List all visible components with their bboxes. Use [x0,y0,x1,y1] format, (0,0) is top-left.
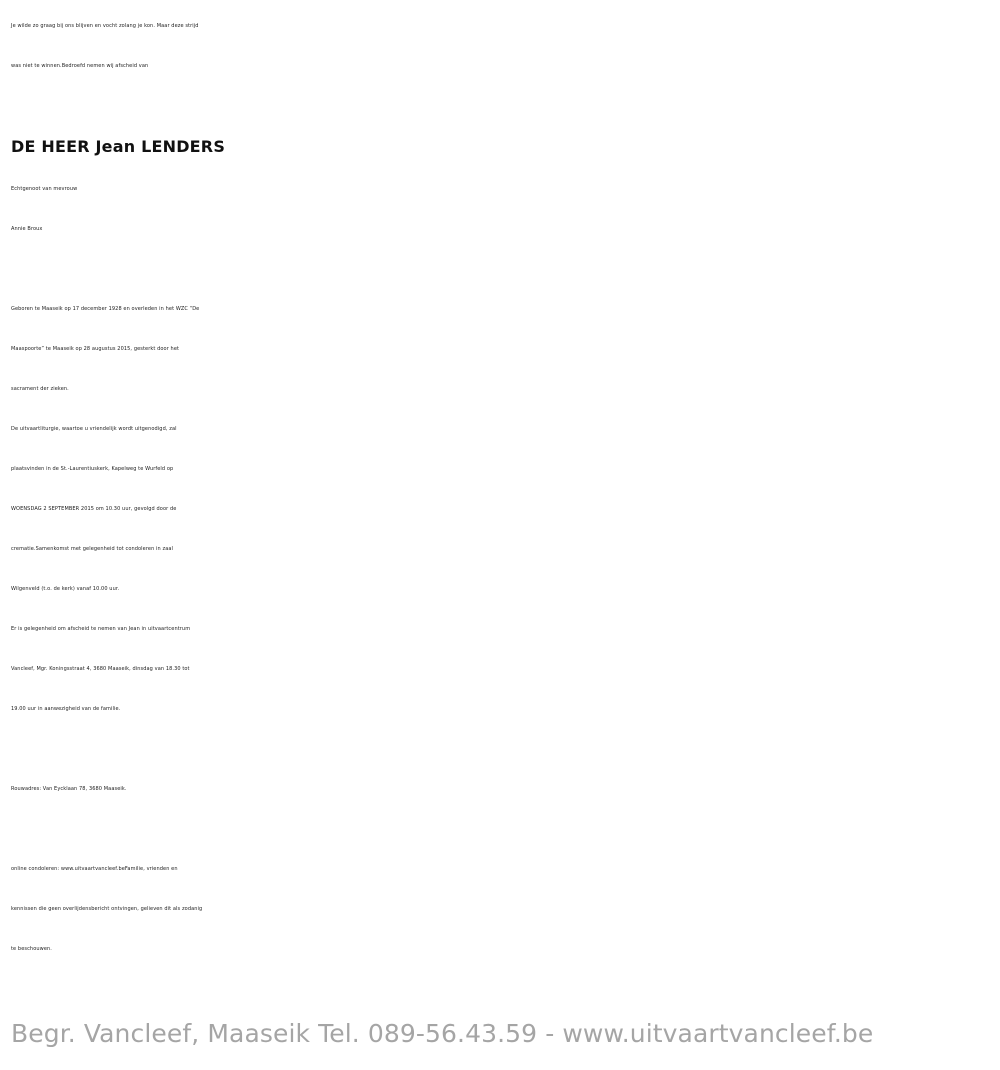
details-line: De uitvaartliturgie, waartoe u vriendelijk wordt uitgenodigd, zal [11,426,177,432]
spacer [11,809,991,849]
funeral-home-footer: Begr. Vancleef, Maaseik Tel. 089-56.43.59 - www.uitvaartvancleef.be [11,1019,874,1048]
details-line: crematie.Samenkomst met gelegenheid tot condoleren in zaal [11,546,174,552]
condolence-line: te beschouwen. [11,946,52,952]
condolence-line: kennissen die geen overlijdensbericht ontvingen, gelieven dit als zodanig [11,906,203,912]
details-line: Er is gelegenheid om afscheid te nemen van Jean in uitvaartcentrum [11,626,191,632]
death-notice [11,6,991,969]
details-line: 19.00 uur in aanwezigheid van de familie. [11,706,121,712]
spouse-line: Echtgenoot van mevrouw [11,186,78,192]
intro-line: Je wilde zo graag bij ons blijven en vocht zolang je kon. Maar deze strijd [11,23,199,29]
details-line: Vancleef, Mgr. Koningsstraat 4, 3680 Maaseik, dinsdag van 18.30 tot [11,666,190,672]
spouse-info [11,169,991,249]
details-paragraph [11,289,991,729]
details-line: Maaspoorte” te Maaseik op 28 augustus 2015, gesterkt door het [11,346,180,352]
condolence-paragraph [11,849,991,969]
spacer [11,729,991,769]
condolence-line: online condoleren: www.uitvaartvancleef.beFamilie, vrienden en [11,866,178,872]
spouse-line: Annie Broux [11,226,43,232]
address-line: Rouwadres: Van Eycklaan 78, 3680 Maaseik. [11,786,127,792]
intro-line: was niet te winnen.Bedroefd nemen wij afscheid van [11,63,149,69]
mourning-address [11,769,991,809]
details-line: sacrament der zieken. [11,386,69,392]
intro-paragraph [11,6,991,86]
deceased-name: DE HEER Jean LENDERS [11,137,226,156]
details-line: WOENSDAG 2 SEPTEMBER 2015 om 10.30 uur, gevolgd door de [11,506,177,512]
details-line: Geboren te Maaseik op 17 december 1928 en overleden in het WZC “De [11,306,200,312]
details-line: plaatsvinden in de St.-Laurentiuskerk, Kapelweg te Wurfeld op [11,466,174,472]
spacer [11,249,991,289]
details-line: Wilgenveld (t.o. de kerk) vanaf 10.00 uur. [11,586,120,592]
